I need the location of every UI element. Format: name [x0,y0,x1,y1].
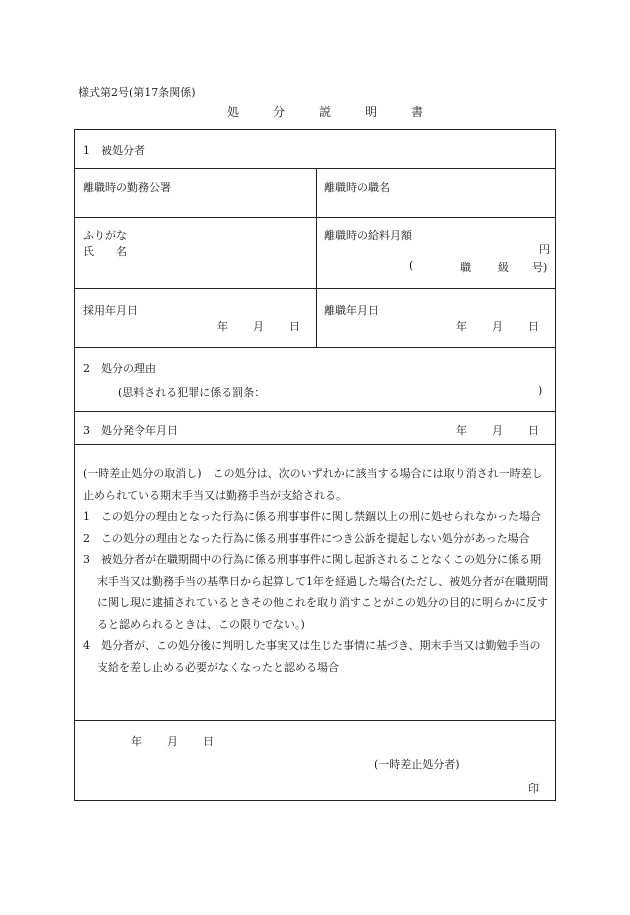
cancellation-note [83,463,551,678]
title-char: 明 [365,105,378,119]
office-label: 離職時の勤務公署 [83,181,171,194]
cancellation-intro: (一時差止処分の取消し) この処分は、次のいずれかに該当する場合には取り消され一時差し止められている期末手当又は勤務手当が支給される。 [83,467,543,502]
issue-month: 月 [492,424,503,437]
disposer-label: (一時差止処分者) [374,758,460,771]
retire-month: 月 [492,320,503,333]
title-char: 分 [273,105,286,119]
penalty-clause-open: (思料される犯罪に係る罰条： [118,386,266,399]
furigana-label: ふりがな [83,229,127,242]
hire-date-label: 採用年月日 [83,304,138,317]
title-char: 説 [319,105,332,119]
cancellation-item: 2 この処分の理由となった行為に係る刑事事件につき公訴を提起しない処分があった場合 [83,531,530,545]
row-divider [75,347,555,348]
grade-open: ( [409,259,414,272]
row-divider [75,288,555,289]
hire-year: 年 [217,320,228,333]
yen-unit: 円 [539,243,550,256]
section3-heading: 3 処分発令年月日 [83,424,178,437]
position-label: 離職時の職名 [324,181,390,194]
row-divider [75,217,555,218]
disposition-form [74,129,556,801]
hire-day: 日 [289,320,300,333]
hire-month: 月 [253,320,264,333]
sign-year: 年 [131,735,142,748]
title-char: 処 [227,105,240,119]
issue-year: 年 [456,424,467,437]
cancellation-item: 3 被処分者が在職期間中の行為に係る刑事事件に関し起訴されることなくこの処分に係る期末手当又は勤務手当の基準日から起算して1年を経過した場合(ただし、被処分者が在職期間に関し現に逮捕されているときその他これを取り消すことがこの処分の目的に明らかに反すると認められるときは、この限りでない。) [83,553,549,631]
row-divider [75,168,555,169]
row-divider [75,720,555,721]
grade-class: 級 [498,261,509,274]
column-divider [316,168,317,347]
seal-mark: 印 [528,782,539,795]
retire-date-label: 離職年月日 [324,304,379,317]
document-title [227,103,423,120]
retire-day: 日 [528,320,539,333]
penalty-clause-close: ) [538,384,543,397]
sign-day: 日 [203,735,214,748]
row-divider [75,411,555,412]
section1-heading: 1 被処分者 [83,144,145,157]
retire-year: 年 [456,320,467,333]
title-char: 書 [411,105,424,119]
sign-month: 月 [167,735,178,748]
name-label: 氏 名 [83,245,127,258]
row-divider [75,444,555,445]
issue-day: 日 [528,424,539,437]
form-reference: 様式第2号(第17条関係) [78,86,196,99]
cancellation-item: 4 処分者が、この処分後に判明した事実又は生じた事情に基づき、期末手当又は勤勉手当の支給を差し止める必要がなくなったと認める場合 [83,639,541,674]
salary-label: 離職時の給料月額 [324,229,412,242]
grade-label: 職 [460,261,471,274]
grade-number: 号) [532,261,548,274]
section2-heading: 2 処分の理由 [83,362,156,375]
cancellation-item: 1 この処分の理由となった行為に係る刑事事件に関し禁錮以上の刑に処せられなかった場合 [83,510,541,523]
